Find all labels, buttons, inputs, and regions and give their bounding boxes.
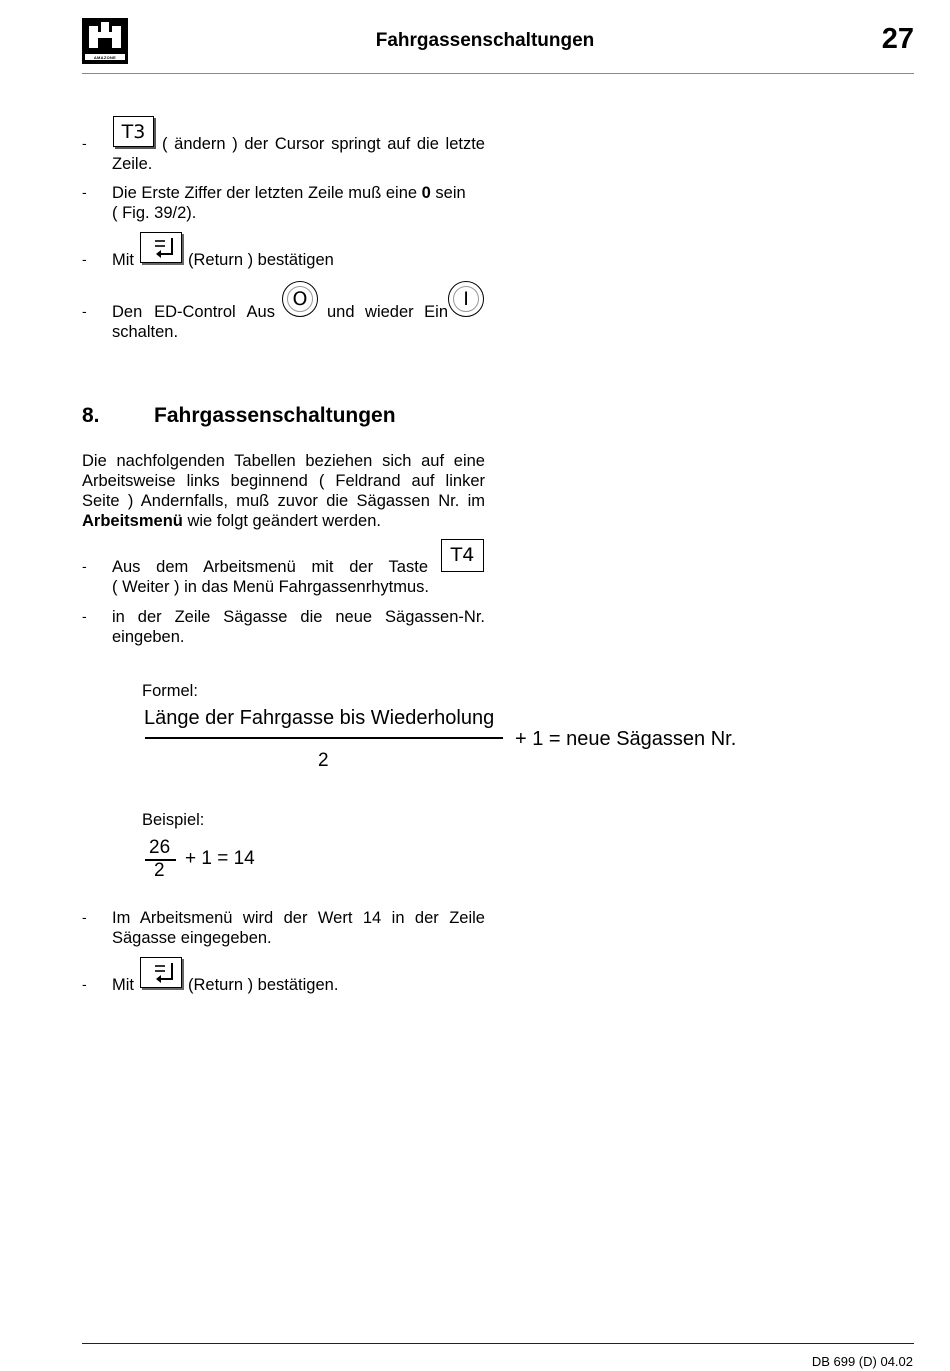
step-text: Die Erste Ziffer der letzten Zeile muß eine 0 sein <box>112 184 466 202</box>
step-text: Mit <box>112 251 134 269</box>
step-text-cont: schalten. <box>112 323 179 341</box>
bullet-dash: - <box>82 558 87 574</box>
footer-rule <box>82 1343 914 1344</box>
step-text: Mit <box>112 976 134 994</box>
step-text: (Return ) bestätigen <box>188 251 334 269</box>
formula-label: Formel: <box>142 682 198 700</box>
bullet-dash: - <box>82 303 87 319</box>
logo-text: AMAZONE <box>93 55 117 60</box>
example-result: + 1 = 14 <box>185 848 255 869</box>
return-icon <box>141 233 181 262</box>
step-text: ( ändern ) der Cursor springt auf die letzte <box>162 135 485 153</box>
power-off-key[interactable] <box>282 281 318 317</box>
step-text: Im Arbeitsmenü wird der Wert 14 in der Zeile <box>112 909 485 927</box>
step-text-cont: Zeile. <box>112 155 153 173</box>
power-on-icon: I <box>453 286 479 312</box>
bullet-dash: - <box>82 976 87 992</box>
step-text-cont: Sägasse eingegeben. <box>112 929 272 947</box>
page-number: 27 <box>881 23 914 55</box>
header-rule <box>82 73 914 74</box>
example-numerator: 26 <box>149 837 171 858</box>
section-title: Fahrgassenschaltungen <box>154 404 396 427</box>
key-t4[interactable]: T4 <box>441 539 484 572</box>
example-label: Beispiel: <box>142 811 205 829</box>
document-reference: DB 699 (D) 04.02 <box>811 1354 913 1369</box>
bullet-dash: - <box>82 909 87 925</box>
bullet-dash: - <box>82 135 87 151</box>
bullet-dash: - <box>82 251 87 267</box>
step-text-cont: ( Fig. 39/2). <box>112 204 197 222</box>
fraction-line <box>145 737 503 739</box>
step-text-cont: ( Weiter ) in das Menü Fahrgassenrhytmus. <box>112 578 429 596</box>
intro-line: Arbeitsmenü wie folgt geändert werden. <box>82 512 381 530</box>
return-key[interactable] <box>140 957 182 988</box>
intro-line: Seite ) Andernfalls, muß zuvor die Sägassen Nr. im <box>82 492 485 510</box>
step-text: Den ED-Control Aus <box>112 303 275 321</box>
intro-line: Arbeitsweise links beginnend ( Feldrand auf linker <box>82 472 485 490</box>
example-denominator: 2 <box>154 860 165 881</box>
formula-numerator: Länge der Fahrgasse bis Wiederholung <box>144 707 495 729</box>
return-key[interactable] <box>140 232 182 263</box>
bullet-dash: - <box>82 184 87 200</box>
step-text: (Return ) bestätigen. <box>188 976 339 994</box>
formula-denominator: 2 <box>318 750 329 771</box>
step-text: Aus dem Arbeitsmenü mit der Taste <box>112 558 428 576</box>
key-t3[interactable]: T3 <box>113 116 154 147</box>
bullet-dash: - <box>82 608 87 624</box>
step-text: in der Zeile Sägasse die neue Sägassen-Nr. <box>112 608 485 626</box>
step-text-cont: eingeben. <box>112 628 185 646</box>
page-header-title: Fahrgassenschaltungen <box>375 30 595 51</box>
formula-result: + 1 = neue Sägassen Nr. <box>515 728 737 750</box>
intro-line: Die nachfolgenden Tabellen beziehen sich auf eine <box>82 452 485 470</box>
power-off-icon: O <box>287 286 313 312</box>
power-on-key[interactable] <box>448 281 484 317</box>
step-text: und wieder Ein <box>327 303 448 321</box>
return-icon <box>141 958 181 987</box>
section-number: 8. <box>82 404 100 427</box>
